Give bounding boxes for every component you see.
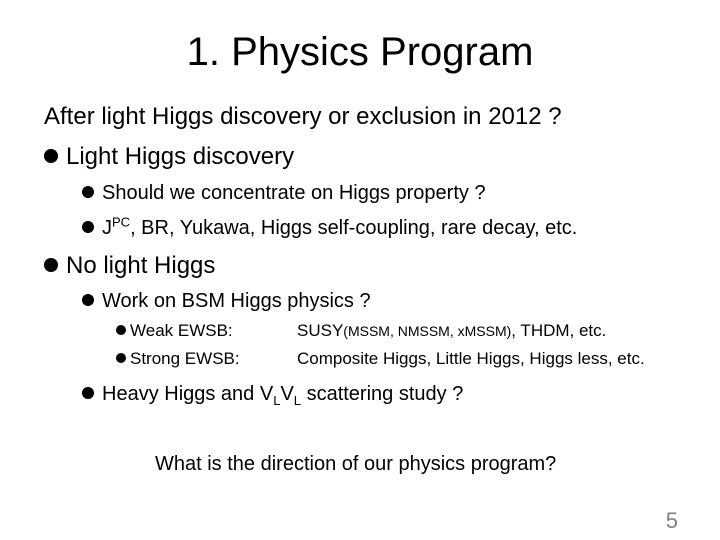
bullet-dot-icon	[44, 258, 58, 272]
sub-bullet-heavy-higgs	[82, 381, 463, 407]
sub-bullet-bsm-text: Work on BSM Higgs physics ?	[102, 290, 371, 312]
bullet-light-higgs-text: Light Higgs discovery	[66, 143, 295, 170]
bullet-no-light-higgs-text: No light Higgs	[66, 252, 216, 279]
intro-text: After light Higgs discovery or exclusion in 2012 ?	[44, 103, 562, 130]
jpc-j: J	[102, 217, 112, 239]
sub-bullet-property	[82, 180, 486, 206]
heavy-mid: V	[280, 383, 294, 405]
ewsb-weak-value-tail: , THDM, etc.	[511, 321, 607, 340]
bullet-dot-icon	[82, 186, 94, 198]
ewsb-strong-label-text: Strong EWSB:	[130, 349, 240, 368]
closing-question: What is the direction of our physics program?	[155, 453, 557, 475]
jpc-superscript: PC	[112, 214, 131, 230]
ewsb-strong-label	[116, 348, 240, 370]
heavy-pre: Heavy Higgs and V	[102, 383, 274, 405]
sub-bullet-property-text: Should we concentrate on Higgs property ?	[102, 182, 486, 204]
ewsb-weak-value-small: (MSSM, NMSSM, xMSSM)	[343, 323, 512, 339]
ewsb-weak-label	[116, 320, 233, 342]
sub-bullet-bsm	[82, 288, 371, 314]
heavy-sub-1: L	[273, 393, 281, 408]
slide-title: 1. Physics Program	[186, 30, 534, 74]
heavy-sub-2: L	[293, 393, 302, 408]
bullet-no-light-higgs	[44, 251, 215, 281]
bullet-dot-icon	[82, 294, 94, 306]
bullet-dot-icon	[82, 387, 94, 399]
page-number: 5	[665, 508, 678, 533]
heavy-post: scattering study ?	[301, 383, 464, 405]
ewsb-strong-value: Composite Higgs, Little Higgs, Higgs less, etc.	[297, 349, 645, 368]
ewsb-weak-value	[297, 320, 606, 342]
bullet-light-higgs	[44, 142, 294, 172]
ewsb-weak-label-text: Weak EWSB:	[130, 321, 233, 340]
jpc-rest: , BR, Yukawa, Higgs self-coupling, rare decay, etc.	[130, 217, 578, 239]
bullet-dot-icon	[44, 149, 58, 163]
sub-bullet-jpc	[82, 215, 577, 241]
bullet-dot-icon	[116, 325, 126, 335]
ewsb-weak-value-main: SUSY	[297, 321, 344, 340]
bullet-dot-icon	[116, 353, 126, 363]
bullet-dot-icon	[82, 221, 94, 233]
